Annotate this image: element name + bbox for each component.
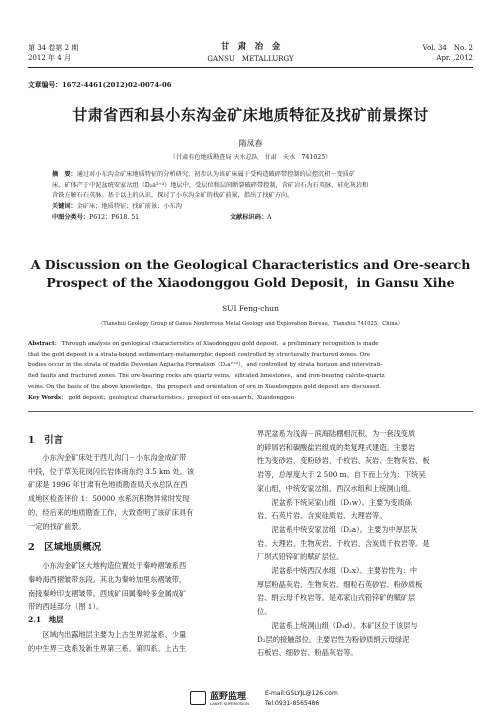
abstract-rule — [28, 411, 473, 412]
volume-en: Vol. 34 No. 2 — [422, 44, 473, 52]
strata-line: 岩等，总厚度大于 2 500 m。自下而上分为：下统吴 — [257, 470, 426, 480]
title-en-line-1: A Discussion on the Geological Characteristics and Ore-search — [30, 257, 471, 272]
intro-line: 一定的找矿前景。 — [28, 521, 86, 531]
keywords-cn: 金矿床；地质特征；找矿前景；小东沟 — [76, 203, 182, 211]
strata-line: 家山组，中统安家岔组、西汉水组和上统洞山组。 — [257, 483, 416, 493]
abstract-en-line-5: veins. On the basis of the above knowledge，the prospect and orientation of ore in Xiaodonggou gold deposit are discussed. — [28, 383, 381, 390]
dongshan-line: 泥盆系上统洞山组（D₃d）。本矿区位于该层与 — [271, 620, 418, 630]
section-2-title: 区域地质概况 — [44, 542, 102, 554]
xihanshui-line: 位。 — [257, 607, 272, 617]
xihanshui-line: 岩、绢云母千枚岩等。是邓家山式铅锌矿的赋矿层 — [257, 593, 416, 603]
abstract-cn-label: 摘 要： — [52, 171, 77, 178]
doc-code: A — [267, 213, 272, 221]
wujiashan-line: 泥盆系下统吴家山组（D₁w）。主要为变质砾 — [271, 497, 412, 507]
wujiashan-line: 岩、石英片岩、含炭硅质岩、大理岩等。 — [257, 511, 387, 521]
date-en: Apr. ,2012 — [436, 54, 473, 62]
left-column — [28, 430, 246, 655]
title-cn: 甘肃省西和县小东沟金矿床地质特征及找矿前景探讨 — [72, 106, 429, 124]
right-column — [257, 427, 473, 660]
subsection-2-1-number: 2.1 — [28, 615, 42, 625]
abstract-cn — [52, 170, 462, 224]
footer-tel: Tel:0931-8565486 — [265, 700, 320, 707]
clc-label: 中图分类号： — [52, 213, 90, 221]
article-id: 文章编号：1672-4461(2012)02-0074-06 — [28, 81, 172, 89]
section-2-heading — [28, 539, 246, 555]
dongshan-line: 石板岩、细砂岩、粉晶灰岩等。 — [257, 648, 358, 658]
strata-line: 区域内出露地层主要为上古生界泥盆系、少量 — [42, 630, 187, 640]
anjiacha-line: 厂坝式铅锌矿的赋矿层位。 — [257, 552, 344, 562]
clc-number: P612；P618. 51 — [89, 213, 140, 221]
abstract-en-line-1: Through analysis on geological characteristics of Xiaodonggou gold deposit，a preliminary recognition is made — [61, 341, 379, 347]
regional-paragraph — [28, 559, 246, 614]
strata-paragraph — [28, 628, 246, 655]
keywords-cn-label: 关键词： — [52, 203, 77, 211]
intro-paragraph — [28, 451, 246, 533]
author-cn: 隋凤春 — [238, 139, 263, 148]
section-1-title: 引言 — [44, 435, 64, 446]
journal-name-cn: 甘 肃 冶 金 — [220, 42, 281, 52]
abstract-en-line-3: bodies occur in the strata of middle Devonian Anjiacha Formation（D₂a²⁺³），and controlled by strata horizon and interstrati- — [28, 362, 383, 369]
intro-line: 成地区检查评价 1：50000 水系沉积物异常时发现 — [28, 494, 190, 504]
abstract-cn-text-1: 通过对小东沟金矿床地质特征的分析研究，初步认为该矿床属于受构造破碎带控制的层控沉积－变质矿 — [76, 171, 356, 178]
footer-email: E-mail:GSLYJL@126.com — [265, 690, 338, 697]
date-cn: 2012 年 4 月 — [28, 54, 71, 62]
keywords-en: gold deposit；geological characteristics；prospect of ore-search；Xiaodonggou — [68, 394, 295, 401]
section-1-heading — [28, 432, 246, 448]
strata-line: 的中生界三迭系及新生界第三系、第四系。上古生 — [28, 643, 187, 653]
abstract-cn-text-2: 床。矿体产于中泥盆统安家岔组（D₂a²⁺³）地层中，受层位和层间断裂破碎带控制，含矿岩石为石英脉、硅化灰岩和 — [52, 181, 369, 189]
doc-code-label: 文献标识码： — [230, 213, 268, 221]
author-en: SUI Feng-chun — [222, 304, 279, 313]
regional-line: 秦岭海西褶皱带东段。其北为秦岭加里东褶皱带， — [28, 574, 187, 584]
abstract-en — [28, 339, 473, 403]
journal-name-en: GANSU METALLURGY — [207, 55, 294, 63]
anjiacha-line: 岩、大理岩、生物灰岩、千枚岩、含炭质千枚岩等。是 — [257, 538, 430, 548]
title-en-line-2: Prospect of the Xiaodonggou Gold Deposit，in Gansu Xihe — [46, 275, 455, 290]
intro-line: 的，经后来的地质勘查工作，大致查明了该矿床具有 — [28, 507, 194, 517]
strata-line: 的碎屑岩和碳酸盐岩组成的类复理式建造。主要岩 — [257, 442, 416, 452]
regional-line: 小东沟金矿区大地构造位置处于秦岭褶皱系西 — [42, 561, 187, 571]
intro-line: 中段，位于草关花岗闪长岩体南东约 3.5 km 处。该 — [28, 466, 195, 476]
abstract-en-label: Abstract： — [28, 341, 61, 347]
abstract-cn-text-3: 含铁方解石石英脉。基于以上的认识，探讨了小东沟金矿的找矿前景，指出了找矿方向。 — [52, 192, 294, 200]
strata-line: 性为变砂岩、变粉砂岩、千枚岩、灰岩、生物灰岩、板 — [257, 456, 430, 466]
subsection-2-1-title: 地层 — [48, 615, 64, 625]
footer-logo-text: 蓝野监理 — [210, 692, 247, 702]
footer-logo-subtext: LANYE SUPERVISION — [210, 701, 249, 706]
affiliation-cn: （甘肃有色地质勘查局 天水总队 甘肃 天水 741025） — [169, 154, 332, 161]
intro-line: 矿床是 1996 年甘肃有色地质勘查局天水总队在西 — [28, 480, 188, 490]
intro-line: 小东沟金矿床处于西儿沟门－小东沟金成矿带 — [42, 453, 187, 462]
subsection-2-1-heading — [28, 614, 246, 628]
regional-line: 南接秦岭印支褶皱带。西成矿田属秦岭多金属成矿 — [28, 588, 187, 598]
section-2-number: 2 — [28, 542, 35, 554]
header-rule — [28, 67, 473, 68]
keywords-en-label: Key Words： — [28, 394, 67, 401]
dongshan-line: D₂层的接触部位。主要岩性为粉砂质绢云母绿泥 — [257, 634, 410, 644]
abstract-en-line-2: that the gold deposit is a strata-bound sedimentary-metamorphic deposit controlled by structurally fractured zones. Ore — [28, 351, 371, 358]
xihanshui-line: 厚层粉晶灰岩、生物灰岩、细粒石英砂岩、粉砂质板 — [257, 579, 423, 589]
regional-line: 带的西延部分（图 1）。 — [28, 602, 104, 612]
volume-cn: 第 34 卷第 2 期 — [28, 44, 79, 52]
anjiacha-line: 泥盆系中统安家岔组（D₂a）。主要为中厚层灰 — [271, 524, 418, 534]
affiliation-en: （Tianshui Geology Group of Gansu Nonferrous Metal Geology and Exploration Bureau，Tianshui 741025，China） — [98, 321, 403, 327]
abstract-en-line-4: fied faults and fractured zones. The ore-bearing rocks are quartz veins，silicated limestones，and iron-bearing calcite-quartz — [28, 373, 385, 380]
strata-line: 界泥盆系为浅海－滨海陆棚相沉积，为一套浅变质 — [257, 429, 416, 438]
xihanshui-line: 泥盆系中统西汉水组（D₂x）。主要岩性为：中 — [271, 566, 418, 576]
logo-icon — [190, 691, 206, 705]
section-1-number: 1 — [28, 435, 35, 446]
